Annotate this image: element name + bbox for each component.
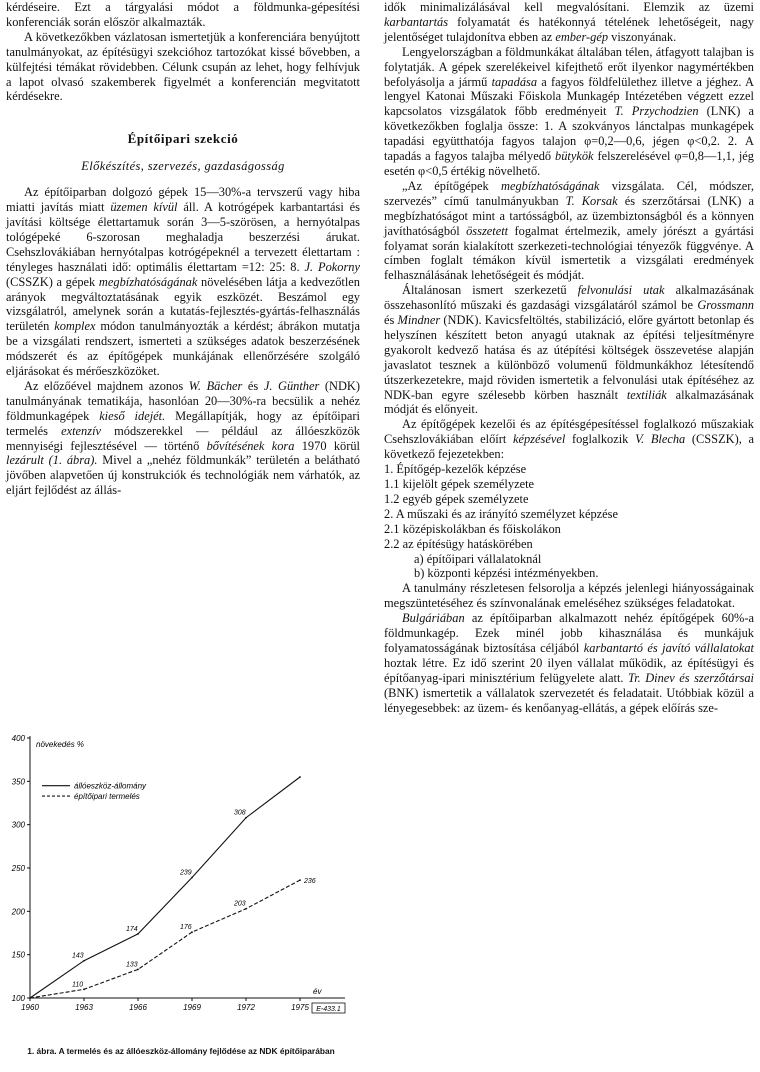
left-column — [6, 0, 360, 498]
text-run: áll. A kotrógépek karbantartási és javítási költsége élettartamuk során 3—5-szörösen, a hernyótalpas tológépeké 6-szorosan meghaladja beszerzési árukat. Csehszlovákiában hernyótalpas kotrógépeknél a tervezett élettartam : tényleges használati idő: optimális élettartam =12: 25: 8. — [6, 200, 360, 274]
paragraph — [384, 611, 754, 715]
paragraph — [384, 417, 754, 462]
text-run: hoztak létre. Ez idő szerint 20 ilyen vállalat működik, az építésügyi és építőanyag-ipari minisztérium felügyelete alatt. — [384, 655, 754, 685]
text-run: idők minimalizálásával kell megvalósítani. Elemzik az üzemi — [384, 0, 754, 14]
data-label: 308 — [234, 809, 246, 817]
paragraph: A következőkben vázlatosan ismertetjük a konferenciára benyújtott tanulmányokat, az építésügyi szekcióhoz tartozókat kissé bővebben, a külfejtési témákat rövidebben. Célunk csupán az lehet, hogy felhívjuk a lapot olvasó szakemberek figyelmét a konferencián megvitatott kérdésekre. — [6, 29, 360, 104]
italic-run: textiliák — [626, 387, 667, 402]
italic-run: összetett — [466, 223, 509, 238]
y-tick-label: 350 — [11, 777, 25, 787]
x-tick-label: 1975 — [291, 1003, 309, 1012]
data-point — [191, 877, 193, 879]
text-run: Lengyelországban a földmunkákat általában télen, átfagyott talajban is folytatják. A gépek szerelékeivel kifejthető erőt ilyenkor nagymértékben befolyásolja a jármű — [384, 44, 754, 89]
text-run: folyamatát és hatékonnyá tételének lehetőségeit, nagy jelentőséget tulajdonítva ebben az — [384, 14, 754, 44]
italic-run: Mindner — [397, 313, 441, 328]
data-point — [299, 776, 301, 778]
chapter-list — [384, 462, 754, 581]
paragraph — [384, 45, 754, 179]
paragraph — [384, 283, 754, 417]
y-tick-label: 400 — [11, 734, 25, 743]
data-label: 133 — [126, 961, 138, 969]
data-label: 176 — [180, 924, 192, 932]
text-run: foglalkozik — [565, 432, 636, 447]
italic-run: T. Przychodzien — [614, 104, 699, 119]
right-column — [384, 0, 754, 716]
paragraph — [384, 0, 754, 45]
text-run: „Az építőgépek — [402, 178, 501, 193]
data-point — [137, 969, 139, 971]
data-label: 236 — [304, 878, 316, 886]
text-run: alkalmazásának módját és előnyeit. — [384, 387, 755, 417]
text-run: (NDK) tanulmányának tematikája, hasonlóan 20—30%-ra becsülik a nehéz földmunkagépek — [6, 378, 360, 423]
section-title: Építőipari szekció — [127, 131, 239, 147]
italic-run: komplex — [54, 319, 96, 334]
y-tick-label: 250 — [11, 864, 25, 873]
y-tick-label: 150 — [11, 950, 25, 960]
list-item: 2.2 az építésügy hatáskörében — [384, 536, 533, 551]
data-label: 110 — [72, 981, 84, 989]
legend-label: állóeszköz-állomány — [74, 781, 147, 791]
data-label: 203 — [234, 900, 246, 908]
text-run: (CSSZK) a gépek — [6, 274, 99, 289]
text-run: a fagyos földfelülethez illetve a jéghez. A lengyel Katonai Műszaki Főiskola Munkagép Intézetében végzett ezzel kapcsolatos vizsgálatok főbb eredményeit — [384, 74, 754, 119]
x-tick-label: 1969 — [183, 1003, 201, 1012]
text-run: Az előzőével majdnem azonos — [24, 378, 189, 393]
paragraph: kérdéseire. Ezt a tárgyalási módot a földmunka-gépesítési konferenciák során először alkalmazták. — [6, 0, 360, 29]
paragraph — [384, 179, 754, 283]
italic-run: ember-gép — [555, 29, 609, 44]
italic-run: J. Günther — [263, 378, 320, 393]
italic-run: megbízhatóságának — [501, 178, 600, 193]
series-line — [30, 880, 300, 998]
list-item: 1.1 kijelölt gépek személyzete — [384, 477, 535, 491]
italic-run: Bulgáriában — [402, 611, 465, 626]
italic-run: karbantartó és javító vállalatokat — [583, 640, 754, 655]
italic-run: felvonulási utak — [577, 283, 665, 298]
italic-run: üzemen kívül — [110, 200, 178, 215]
text-run: Mivel a „nehéz földmunkák” területén a belátható jövőben alapvetően új konstrukciók és technológiák nem várhatók, az eljárt fejlődést az állás- — [6, 453, 360, 498]
data-label: 143 — [72, 952, 84, 960]
text-run: módon tanulmányozták a kérdést; ábrákon mutatja be a vizsgálati rendszert, ismerteti a szükséges adatok beszerzésének módszerét és az építőgépek munkájának ellenőrzésére szolgáló eljárásokat és mérőeszközöket. — [6, 319, 360, 379]
text-run: fogalmat értelmezik, amely jórészt a gyártási folyamat során kialakított szerkezeti-technológiai tényezők függvénye. A címben foglalt témákon kívül ismertetik a vizsgálati eredmények felhasználásának lehetőségeit és módját. — [384, 223, 754, 283]
data-point — [83, 988, 85, 990]
italic-run: képzésével — [512, 432, 566, 447]
italic-run: T. Korsak — [565, 193, 618, 208]
text-run: és — [384, 313, 398, 328]
x-tick-label: 1966 — [129, 1003, 147, 1012]
text-run: (LNK) a következőkben foglalja össze: 1. A szokványos lánctalpas munkagépek tapadási együtthatója fagyos talajon φ=0,2—0,6, jégen φ<0,2. 2. A tapadás a fagyos talajba mélyedő — [384, 104, 754, 164]
text-run: 1970 körül — [294, 438, 360, 453]
list-item: 1. Építőgép-kezelők képzése — [384, 462, 527, 477]
data-label: 174 — [126, 925, 138, 933]
text-run: (CSSZK), a következő fejezetekben: — [384, 432, 754, 462]
text-run: Megállapítják, hogy az építőipari termelés — [6, 408, 360, 438]
text-run: A tanulmány részletesen felsorolja a képzés jelenlegi hiányosságainak megszüntetéséhez és színvonalának emeléséhez szükséges feladatokat. — [384, 581, 754, 611]
italic-run: J. Pokorny — [304, 259, 361, 274]
text-run: az építőiparban alkalmazott nehéz építőgépek 60%-a földmunkagép. Ezek minél jobb kihasználása és munkájuk folyamatosságának biztosítása céljából — [384, 611, 754, 655]
italic-run: Grossmann — [697, 298, 754, 313]
text-run: Az építőiparban dolgozó gépek 15—30%-a tervszerű vagy hiba miatti javítás miatt — [6, 185, 360, 215]
figure-code: E-433.1 — [316, 1006, 341, 1013]
series-line — [30, 777, 300, 998]
data-point — [245, 817, 247, 819]
italic-run: kieső idejét. — [99, 408, 166, 423]
list-item: b) központi képzési intézményekben. — [414, 566, 599, 581]
text-run: és — [242, 378, 264, 393]
y-tick-label: 100 — [11, 994, 25, 1003]
data-point — [137, 933, 139, 935]
list-item: 2. A műszaki és az irányító személyzet képzése — [384, 506, 618, 521]
italic-run: extenzív — [61, 423, 102, 438]
legend-label: építőipari termelés — [74, 792, 140, 802]
data-point — [299, 879, 301, 881]
figure-caption: 1. ábra. A termelés és az állóeszköz-állomány fejlődése az NDK építőiparában — [27, 1046, 335, 1056]
list-item: a) építőipari vállalatoknál — [414, 551, 542, 566]
x-tick-label: 1963 — [75, 1003, 93, 1012]
text-run: viszonyának. — [608, 29, 677, 44]
paragraph — [6, 185, 360, 379]
text-run: módszerekkel — például az állóeszközök mennyiségi fejlesztésével — történő — [6, 423, 360, 453]
italic-run: bütykök — [555, 149, 594, 164]
text-run: (NDK). Kavicsfeltöltés, stabilizáció, előre gyártott betonlap és helyszínen készített beton anyagú utaknak az építési teljesítményre gyakorolt kedvező hatása és az útépítési költségek összevetése alapján javaslatot tesznek a különböző volumenű földmunkákhoz létesítendő útszerkezetekre, majd röviden ismertetik a felvonulási utak építéséhez az NDK-ban egyre szélesebb körben használt — [384, 313, 755, 402]
data-point — [83, 960, 85, 962]
data-point — [29, 997, 31, 999]
italic-run: karbantartás — [384, 14, 449, 29]
italic-run: V. Blecha — [635, 432, 686, 447]
growth-line-chart — [0, 730, 362, 1072]
y-tick-label: 200 — [11, 907, 25, 917]
italic-run: bővítésének kora — [206, 438, 295, 453]
paragraph — [384, 581, 754, 611]
list-item: 1.2 egyéb gépek személyzete — [384, 491, 529, 506]
x-tick-label: 1960 — [21, 1003, 39, 1012]
paragraph — [6, 379, 360, 498]
data-point — [191, 931, 193, 933]
text-run: vizsgálata. Cél, módszer, szervezés” című tanulmányukban — [384, 178, 754, 208]
x-axis-label: év — [313, 987, 322, 996]
data-point — [245, 908, 247, 910]
italic-run: Tr. Dinev és szerzőtársai — [627, 670, 754, 685]
list-item: 2.1 középiskolákban és főiskolákon — [384, 521, 561, 536]
text-run: Általánosan ismert szerkezetű — [402, 283, 578, 298]
x-tick-label: 1972 — [237, 1003, 255, 1012]
y-axis-label: növekedés % — [36, 740, 85, 749]
text-run: felszerelésével φ=0,8—1,1, jég esetén φ<0,5 értékig növelhető. — [384, 149, 754, 178]
text-run: (BNK) ismertetik a vállalatok szervezetét és feladatait. Utóbbiak közül a lényegesebbek: az üzem- és kenőanyag-ellátás, a gépek előírás sze- — [384, 685, 754, 715]
text-run: alkalmazásának összehasonlító műszaki és gazdasági vizsgálatáról számol be — [384, 283, 754, 313]
italic-run: lezárult (1. ábra). — [6, 453, 98, 468]
text-run: növelésében látja a kedvezőtlen arányok megváltoztatásának egyik eszközét. Beszámol egy vizsgálatról, amelynek során a kutatás-fejlesztés-gyártás-felhasználás területén — [6, 274, 360, 334]
y-tick-label: 300 — [11, 820, 25, 830]
text-run: és szerzőtársai (LNK) a megbízhatóságot mint a tartósságból, az üzembiztonságból és a könnyen javíthatóságból — [384, 193, 754, 238]
text-run: Az építőgépek kezelői és az építésgépesítéssel foglalkozó műszakiak Csehszlovákiában előírt — [384, 417, 754, 447]
subsection-title: Előkészítés, szervezés, gazdaságosság — [81, 159, 285, 174]
italic-run: W. Bächer — [188, 378, 243, 393]
italic-run: megbízhatóságának — [98, 274, 198, 289]
italic-run: tapadása — [491, 74, 538, 89]
data-label: 239 — [180, 869, 192, 877]
